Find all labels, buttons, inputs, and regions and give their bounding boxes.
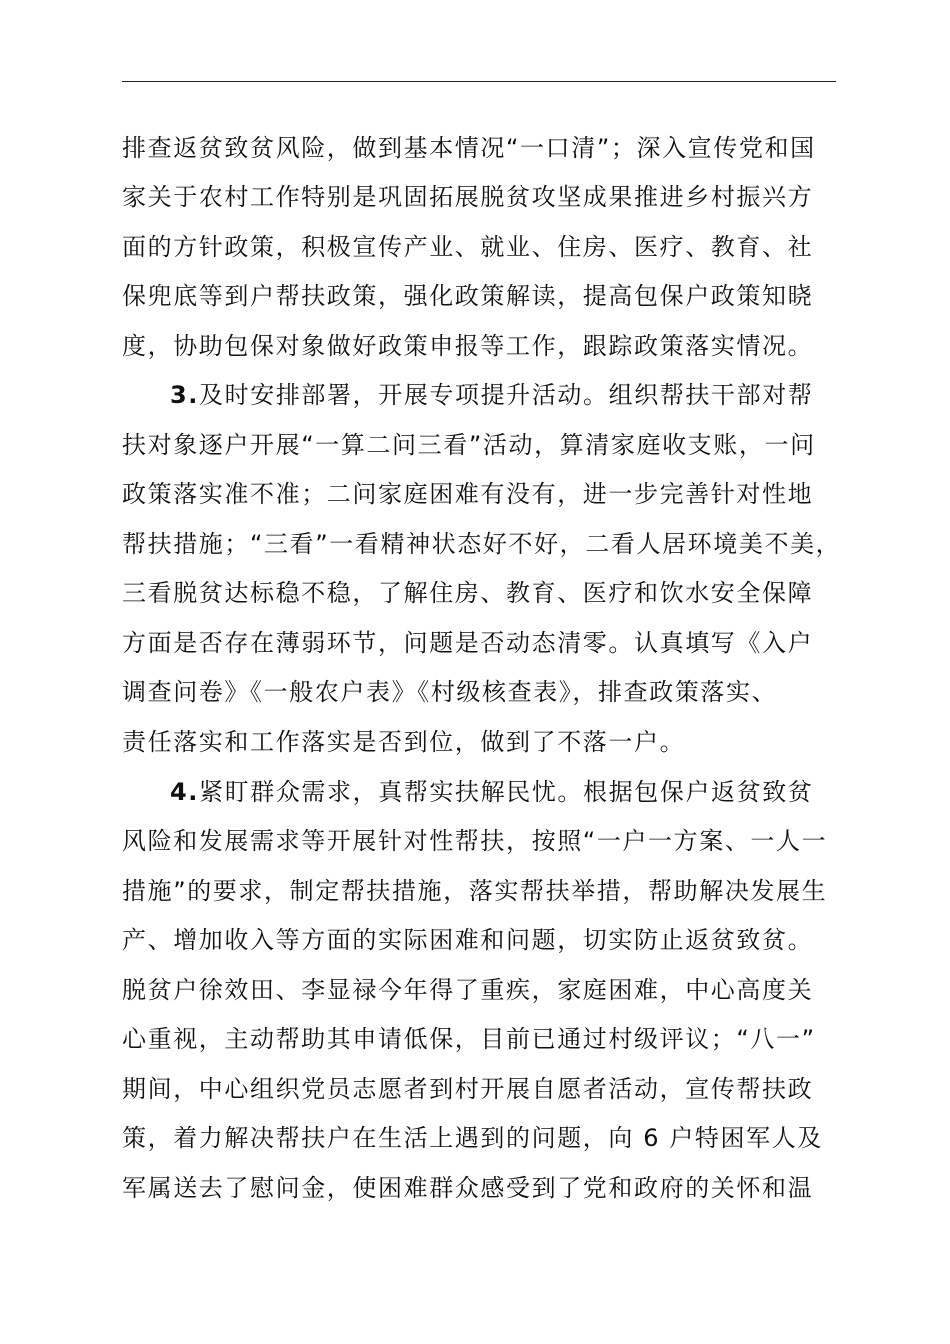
text-line: 产、增加收入等方面的实际困难和问题，切实防止返贫致贫。 xyxy=(122,926,814,954)
text-line: 紧盯群众需求，真帮实扶解民忧。根据包保户返贫致贫 xyxy=(199,778,814,806)
item-4-first-line xyxy=(170,777,813,807)
text-line: 方面是否存在薄弱环节，问题是否动态清零。认真填写《入户 xyxy=(122,629,814,657)
text-line: 面的方针政策，积极宣传产业、就业、住房、医疗、教育、社 xyxy=(122,233,814,261)
text-line: 期间，中心组织党员志愿者到村开展自愿者活动，宣传帮扶政 xyxy=(122,1075,814,1103)
text-line: 家关于农村工作特别是巩固拓展脱贫攻坚成果推进乡村振兴方 xyxy=(122,183,814,211)
item-number: 3. xyxy=(170,381,200,409)
header-rule xyxy=(122,81,836,82)
text-line: 策，着力解决帮扶户在生活上遇到的问题，向 6 户特困军人及 xyxy=(122,1124,823,1152)
text-line: 脱贫户徐效田、李显禄今年得了重疾，家庭困难，中心高度关 xyxy=(122,976,814,1004)
text-line: 帮扶措施；“三看”一看精神状态好不好，二看人居环境美不美， xyxy=(122,530,842,558)
text-line: 政策落实准不准；二问家庭困难有没有，进一步完善针对性地 xyxy=(122,480,814,508)
text-line: 扶对象逐户开展“一算二问三看”活动，算清家庭收支账，一问 xyxy=(122,431,816,459)
text-line: 措施”的要求，制定帮扶措施，落实帮扶举措，帮助解决发展生 xyxy=(122,877,828,905)
item-3-first-line xyxy=(170,380,813,410)
text-line: 及时安排部署，开展专项提升活动。组织帮扶干部对帮 xyxy=(199,381,814,409)
text-line: 调查问卷》《一般农户表》《村级核查表》，排查政策落实、 xyxy=(122,678,778,706)
text-line: 风险和发展需求等开展针对性帮扶，按照“一户一方案、一人一 xyxy=(122,827,828,855)
text-line: 保兜底等到户帮扶政策，强化政策解读，提高包保户政策知晓 xyxy=(122,282,814,310)
text-line: 心重视，主动帮助其申请低保，目前已通过村级评议；“八一” xyxy=(122,1025,816,1053)
text-line: 责任落实和工作落实是否到位，做到了不落一户。 xyxy=(122,728,686,756)
text-line: 三看脱贫达标稳不稳，了解住房、教育、医疗和饮水安全保障 xyxy=(122,579,814,607)
item-number: 4. xyxy=(170,778,200,806)
text-line: 排查返贫致贫风险，做到基本情况“一口清”；深入宣传党和国 xyxy=(122,134,816,162)
text-line: 度，协助包保对象做好政策申报等工作，跟踪政策落实情况。 xyxy=(122,332,814,360)
text-line: 军属送去了慰问金，使困难群众感受到了党和政府的关怀和温 xyxy=(122,1174,814,1202)
